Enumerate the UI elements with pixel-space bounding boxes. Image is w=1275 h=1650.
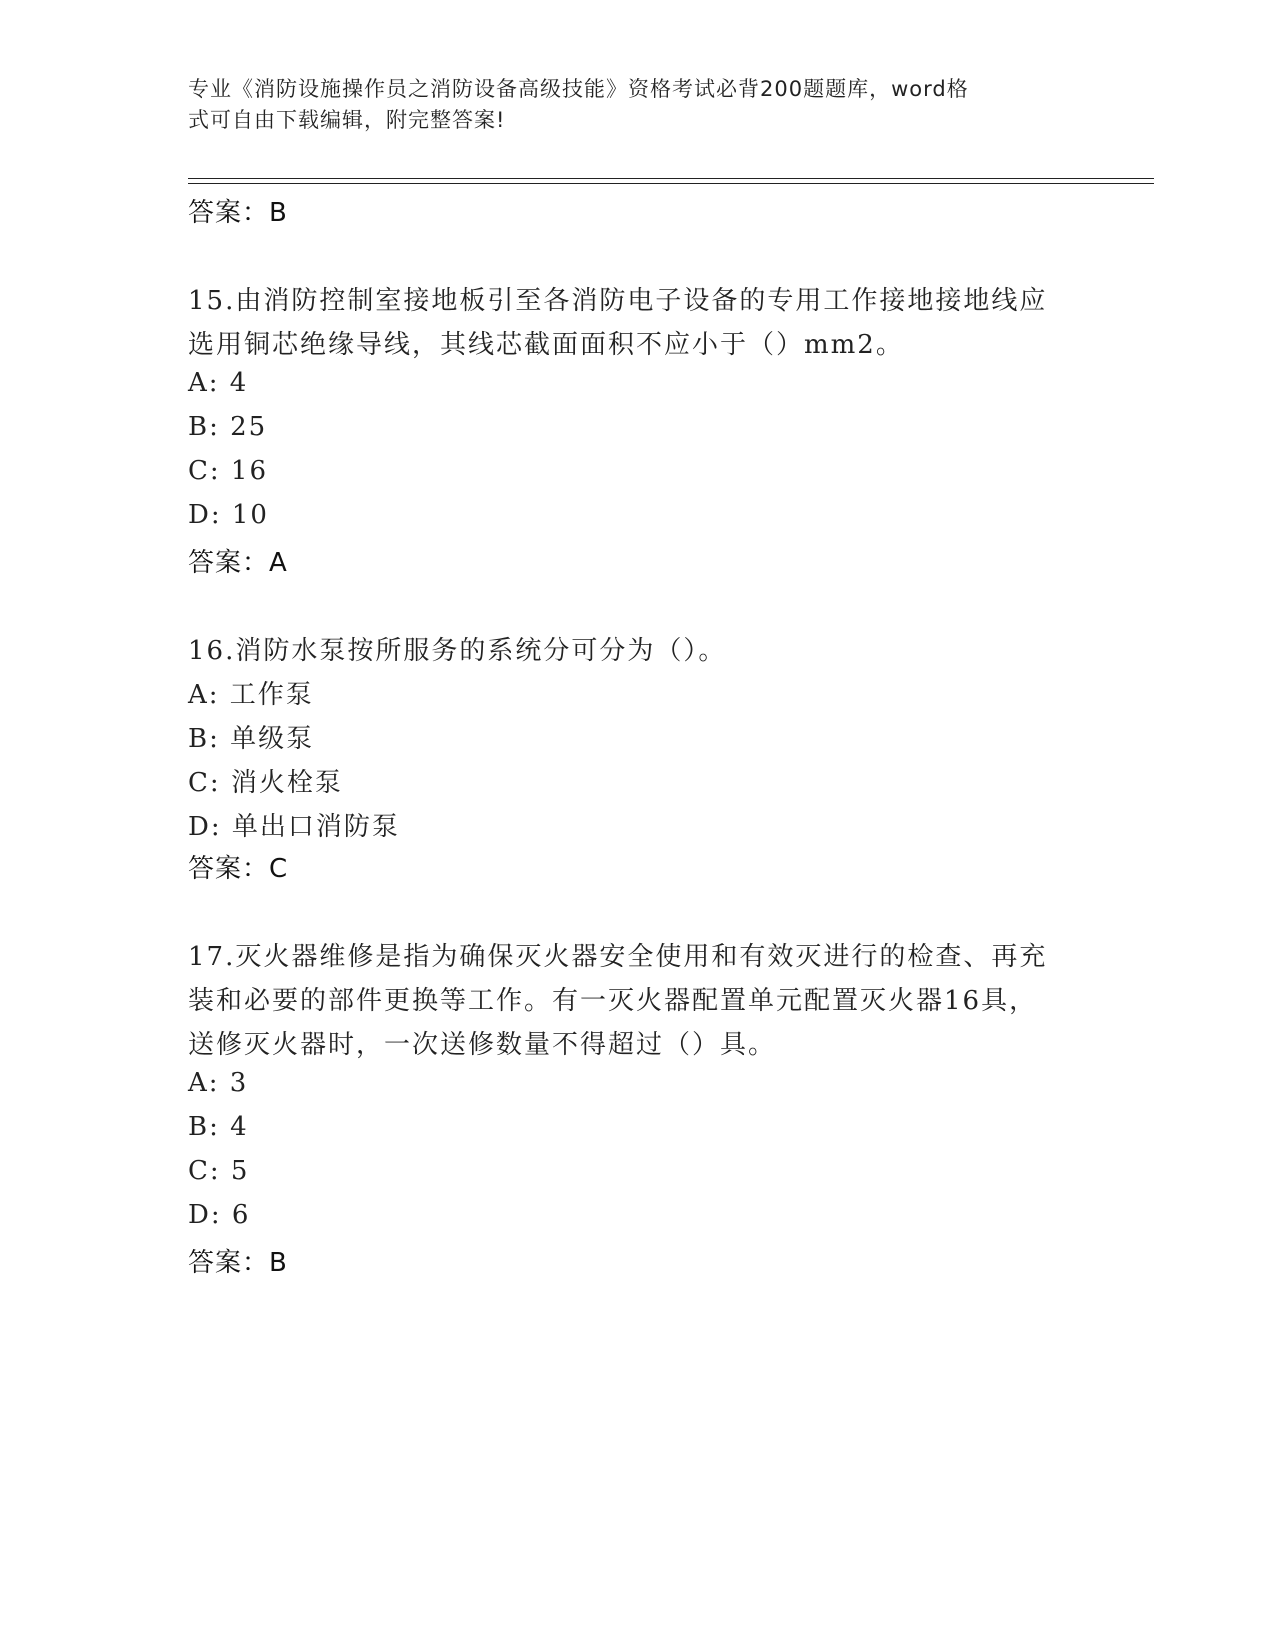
- document-header: [188, 74, 1068, 136]
- question-15-stem-line-1: 15.由消防控制室接地板引至各消防电子设备的专用工作接地接地线应: [188, 286, 1048, 316]
- question-15-option-b: B: 25: [188, 412, 268, 442]
- previous-answer: 答案：B: [188, 198, 288, 228]
- header-line-1: 专业《消防设施操作员之消防设备高级技能》资格考试必背200题题库，word格: [188, 77, 969, 101]
- question-17-stem-line-3: 送修灭火器时，一次送修数量不得超过（）具。: [188, 1030, 777, 1060]
- question-17-option-a: A: 3: [188, 1068, 249, 1098]
- question-15-option-c: C: 16: [188, 456, 269, 486]
- header-line-2: 式可自由下载编辑，附完整答案!: [188, 108, 506, 132]
- question-15-option-a: A: 4: [188, 368, 249, 398]
- question-15-answer: 答案：A: [188, 548, 288, 578]
- header-rule-top: [188, 178, 1154, 179]
- question-17-option-c: C: 5: [188, 1156, 250, 1186]
- header-rule-bottom: [188, 183, 1154, 184]
- question-16-answer: 答案：C: [188, 854, 289, 884]
- question-17-answer: 答案：B: [188, 1248, 288, 1278]
- question-15-option-d: D: 10: [188, 500, 269, 530]
- question-17-option-b: B: 4: [188, 1112, 249, 1142]
- question-16-option-d: D: 单出口消防泵: [188, 812, 400, 842]
- question-17-stem-line-2: 装和必要的部件更换等工作。有一灭火器配置单元配置灭火器16具，: [188, 986, 1038, 1016]
- question-17-option-d: D: 6: [188, 1200, 251, 1230]
- question-16-option-b: B: 单级泵: [188, 724, 315, 754]
- question-15-stem-line-2: 选用铜芯绝缘导线，其线芯截面面积不应小于（）mm2。: [188, 330, 904, 360]
- question-16-stem-line-1: 16.消防水泵按所服务的系统分可分为（）。: [188, 636, 727, 666]
- question-16-option-c: C: 消火栓泵: [188, 768, 343, 798]
- question-17-stem-line-1: 17.灭火器维修是指为确保灭火器安全使用和有效灭进行的检查、再充: [188, 942, 1048, 972]
- question-16-option-a: A: 工作泵: [188, 680, 314, 710]
